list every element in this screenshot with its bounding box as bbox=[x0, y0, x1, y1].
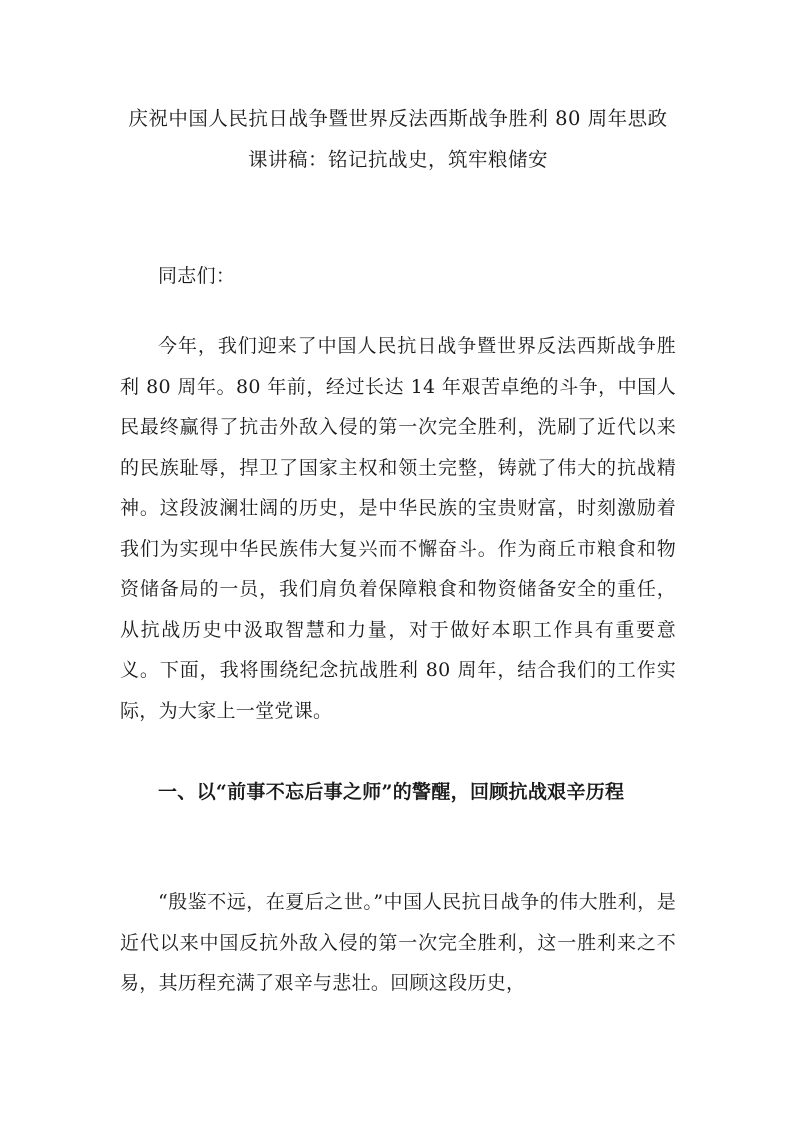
document-title: 庆祝中国人民抗日战争暨世界反法西斯战争胜利 80 周年思政课讲稿：铭记抗战史，筑牢粮储安 bbox=[128, 107, 668, 171]
section-heading: 一、以“前事不忘后事之师”的警醒，回顾抗战艰辛历程 bbox=[158, 781, 625, 803]
section-paragraph: “殷鉴不远，在夏后之世。”中国人民抗日战争的伟大胜利，是近代以来中国反抗外敌入侵的第一次完全胜利，这一胜利来之不易，其历程充满了艰辛与悲壮。回顾这段历史， bbox=[120, 891, 676, 994]
greeting: 同志们： bbox=[158, 265, 236, 287]
body-paragraph: 今年，我们迎来了中国人民抗日战争暨世界反法西斯战争胜利 80 周年。80 年前，经过长达 14 年艰苦卓绝的斗争，中国人民最终赢得了抗击外敌入侵的第一次完全胜利，洗刷了近代以来的民族耻辱，捍卫了国家主权和领土完整，铸就了伟大的抗战精神。这段波澜壮阔的历史，是中华民族的宝贵财富，时刻激励着我们为实现中华民族伟大复兴而不懈奋斗。作为商丘市粮食和物资储备局的一员，我们肩负着保障粮食和物资储备安全的重任，从抗战历史中汲取智慧和力量，对于做好本职工作具有重要意义。下面，我将围绕纪念抗战胜利 80 周年，结合我们的工作实际，为大家上一堂党课。 bbox=[120, 335, 676, 722]
